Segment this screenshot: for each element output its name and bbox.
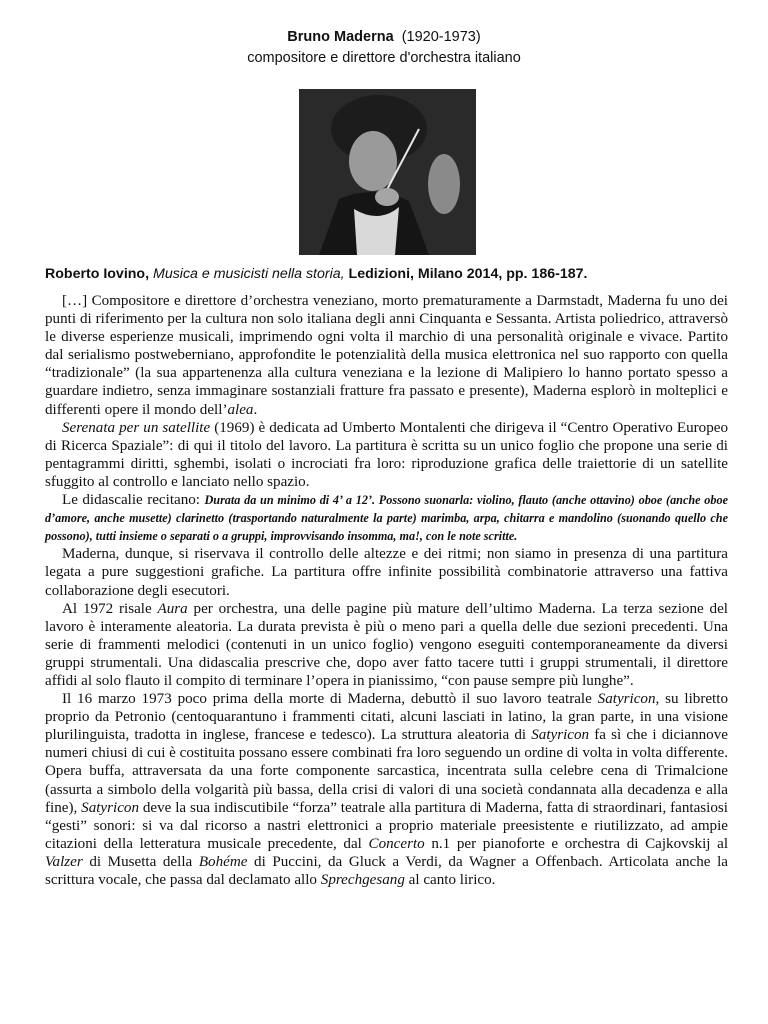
paragraph-1-end: . [253, 401, 258, 418]
bibliographic-citation [45, 264, 735, 284]
paragraph-6-text-g: di Puccini, da Gluck a Verdi, da Wagner a Offenbach. Articolata anche la scrittura vocale, che passa dal declamato allo [45, 853, 728, 888]
citation-publisher: Ledizioni, Milano 2014, pp. 186-187. [348, 266, 588, 282]
paragraph-5-text-a: Al 1972 risale [62, 600, 158, 617]
paragraph-2-text: (1969) è dedicata ad Umberto Montalenti che dirigeva il “Centro Operativo Europeo di Ricerca Spaziale”: di qui il titolo del lavoro. La partitura è scritta su un unico foglio che propone una serie di pentagrammi diritti, sghembi, isolati o incrociati fra loro: riproduzione grafica delle traiettorie di un satellite sfuggito al controllo e lanciato nello spazio. [45, 419, 728, 490]
article-body [45, 292, 728, 889]
composer-name: Bruno Maderna [287, 29, 394, 45]
paragraph-2 [45, 419, 728, 491]
citation-author: Roberto Iovino, [45, 266, 150, 282]
work-title-aura: Aura [157, 600, 188, 617]
paragraph-4: Maderna, dunque, si riservava il controllo delle altezze e dei ritmi; non siamo in presenza di una partitura legata a pure suggestioni grafiche. La partitura offre infinite possibilità combinatorie attraverso una fattiva collaborazione degli esecutori. [45, 546, 728, 599]
portrait-photo-icon [299, 89, 476, 255]
paragraph-3 [45, 491, 728, 545]
work-title-boheme: Bohéme [198, 853, 248, 870]
page-title [0, 27, 768, 48]
paragraph-6 [45, 690, 728, 889]
portrait-photo [299, 89, 476, 255]
work-title-satyricon: Satyricon [531, 727, 590, 744]
score-instructions-quote: Durata da un minimo di 4’ a 12’. Possono suonarla: violino, flauto (anche ottavino) oboe (anche oboe d’amore, anche musette) clarinetto (trasportando naturalmente la parte) marimba, arpa, chitarra e mandolino (suonando quello che possono), tutti insieme o separati o a gruppi, improvvisando insomma, ma!, con le note scritte. [45, 493, 728, 544]
term-alea: alea [227, 401, 254, 418]
paragraph-6-text-e: n.1 per pianoforte e orchestra di Cajkovskij al [424, 835, 729, 852]
paragraph-6-text-d: deve la sua indiscutibile “forza” teatrale alla partitura di Maderna, fatta di straordinari, fantasiosi “gesti” sonori: si va dal ricorso a nastri elettronici a proprio materiale preesistente e riutilizzato, ad ampie citazioni della letteratura musicale precedente, dal [45, 799, 728, 852]
paragraph-1 [45, 292, 728, 419]
paragraph-6-text-f: di Musetta della [82, 853, 199, 870]
work-title-satyricon: Satyricon [597, 691, 656, 708]
work-title-serenata: Serenata per un satellite [62, 419, 211, 436]
paragraph-5 [45, 600, 728, 690]
citation-work: Musica e musicisti nella storia, [153, 266, 345, 282]
term-sprechgesang: Sprechgesang [320, 872, 405, 888]
work-title-valzer: Valzer [45, 853, 83, 870]
paragraph-1-text: […] Compositore e direttore d’orchestra veneziano, morto prematuramente a Darmstadt, Maderna fu uno dei punti di riferimento per la cultura non solo italiana degli anni Cinquanta e Sessanta. Artista poliedrico, attraversò le diverse esperienze musicali, imprimendo ogni volta il marchio di una personalità originale e vivace. Partito dal serialismo postweberniano, approfondite le potenzialità della musica elettronica nel suo rapporto con quella “tradizionale” (la sua appartenenza alla cultura veneziana e la lezione di Malipiero lo hanno portato spesso a guardare indietro, senza immaginare sostanziali fratture fra passato e presente), Maderna esplorò in molteplici e differenti opere il mondo dell’ [45, 293, 728, 418]
work-title-satyricon: Satyricon [81, 799, 139, 816]
paragraph-3-intro: Le didascalie recitano: [62, 492, 205, 509]
paragraph-6-text-c: fa sì che i diciannove numeri chiusi di cui è costituita possano essere combinati fra loro seguendo un ordine di volta in volta differente. Opera buffa, attraversata da una forte componente sarcastica, incentrata sulla celebre cena di Trimalcione (assurta a simbolo della volgarità più bassa, della crisi di valori di una società condannata alla decadenza e alla fine), [45, 727, 728, 816]
paragraph-5-text-b: per orchestra, una delle pagine più mature dell’ultimo Maderna. La terza sezione del lavoro è interamente aleatoria. La durata prevista è più o meno pari a quella delle due sezioni precedenti. Una serie di frammenti melodici (contenuti in un unico foglio) vengono eseguiti contemporaneamente da diversi gruppi strumentali. Una didascalia prescrive che, dopo aver fatto tacere tutti i gruppi strumentali, il direttore affidi al solo flauto il compito di terminare l’opera in pianissimo, “con pause sempre più lunghe”. [45, 600, 728, 689]
paragraph-6-text-h: al canto lirico. [404, 872, 496, 888]
work-title-concerto: Concerto [368, 835, 425, 852]
page-subtitle: compositore e direttore d'orchestra italiano [247, 50, 521, 66]
paragraph-6-text-b: , su libretto proprio da Petronio (centoquarantuno i frammenti citati, alcuni lasciati in latino, la gran parte, in una visione plurilinguista, tradotta in inglese, francese e tedesco). La struttura aleatoria di [45, 691, 728, 744]
paragraph-6-text-a: Il 16 marzo 1973 poco prima della morte di Maderna, debuttò il suo lavoro teatrale [62, 691, 598, 708]
composer-years: (1920-1973) [401, 29, 481, 45]
